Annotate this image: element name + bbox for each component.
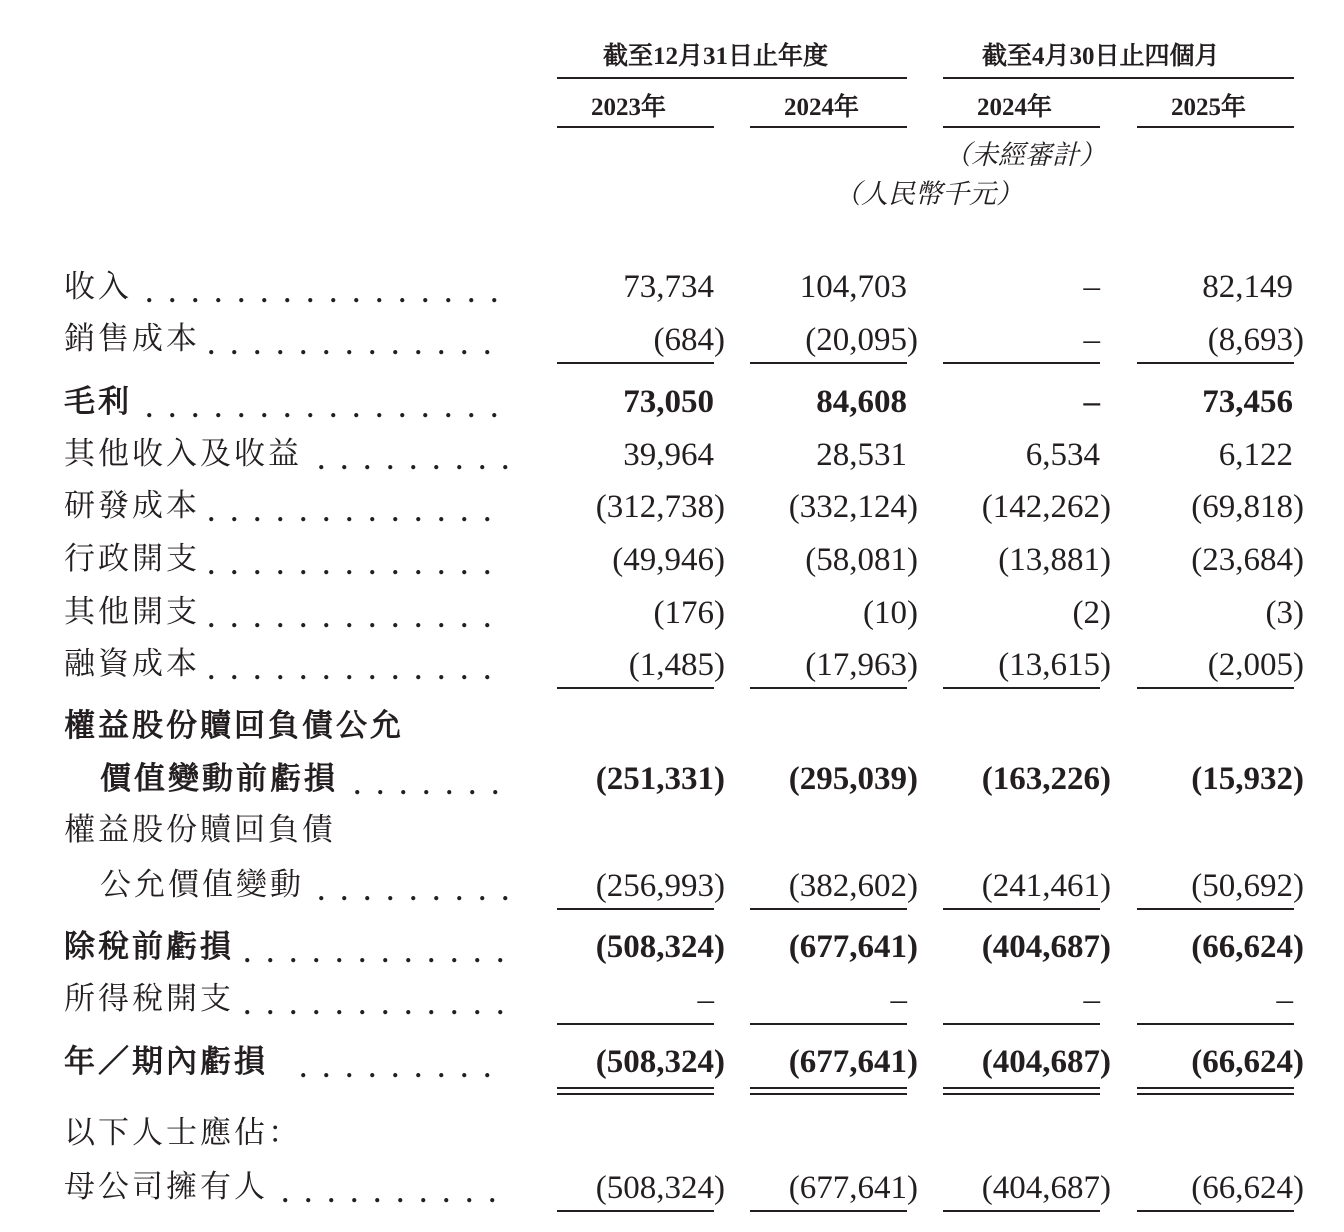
double-rule: [943, 1087, 1100, 1089]
row-label-loss-for-period: 年／期內虧損: [64, 1044, 268, 1079]
header-group-year-rule: [557, 77, 907, 79]
cell-loss-before-fv-change-2024: (295,039): [788, 761, 918, 797]
cell-loss-for-period-2024: (677,641): [788, 1044, 918, 1080]
cell-other-income-2025-interim: 6,122: [1218, 437, 1293, 473]
subtotal-rule: [557, 687, 714, 689]
header-rule: [943, 126, 1100, 128]
header-group-four-months: 截至4月30日止四個月: [982, 43, 1220, 70]
cell-other-expenses-2024: (10): [863, 595, 918, 631]
cell-revenue-2023: 73,734: [623, 269, 714, 305]
leader-dots: . . . . . . . . . . . .: [244, 939, 509, 968]
double-rule: [1137, 1093, 1294, 1095]
cell-cost-of-sales-2024: (20,095): [805, 322, 918, 358]
subtotal-rule: [557, 362, 714, 364]
cell-loss-before-tax-2024: (677,641): [788, 929, 918, 965]
row-label-other-expenses: 其他開支: [64, 594, 200, 629]
subtotal-rule: [750, 1023, 907, 1025]
row-label-revenue: 收入: [64, 269, 132, 304]
subtotal-rule: [1137, 687, 1294, 689]
cell-cost-of-sales-2023: (684): [653, 322, 725, 358]
cell-finance-costs-2024: (17,963): [805, 647, 918, 683]
cell-owners-of-parent-2024: (677,641): [788, 1170, 918, 1206]
header-year-2025-interim: 2025年: [1171, 94, 1247, 121]
cell-revenue-2024-interim: –: [1083, 269, 1100, 305]
cell-cost-of-sales-2025-interim: (8,693): [1207, 322, 1304, 358]
subtotal-rule: [1137, 1023, 1294, 1025]
cell-rd-costs-2024-interim: (142,262): [981, 489, 1111, 525]
subtotal-rule: [943, 1023, 1100, 1025]
cell-income-tax-2023: –: [697, 982, 714, 1018]
cell-other-income-2024-interim: 6,534: [1025, 437, 1100, 473]
double-rule: [943, 1093, 1100, 1095]
cell-income-tax-2025-interim: –: [1276, 982, 1293, 1018]
cell-loss-before-fv-change-2024-interim: (163,226): [981, 761, 1111, 797]
cell-gross-profit-2024-interim: –: [1083, 384, 1100, 420]
subtotal-rule: [943, 362, 1100, 364]
double-rule: [1137, 1087, 1294, 1089]
header-year-2024-interim: 2024年: [977, 94, 1053, 121]
row-label-loss-before-tax: 除稅前虧損: [64, 929, 234, 964]
cell-owners-of-parent-2024-interim: (404,687): [981, 1170, 1111, 1206]
row-label-gross-profit: 毛利: [64, 384, 132, 419]
currency-note: （人民幣千元）: [834, 179, 1023, 209]
row-label-admin-expenses: 行政開支: [64, 541, 200, 576]
cell-fv-change-2025-interim: (50,692): [1191, 868, 1304, 904]
cell-finance-costs-2024-interim: (13,615): [998, 647, 1111, 683]
cell-owners-of-parent-2025-interim: (66,624): [1191, 1170, 1304, 1206]
double-rule: [750, 1087, 907, 1089]
subtotal-rule: [943, 1210, 1100, 1212]
row-label-loss-before-fv-change: 權益股份贖回負債公允: [64, 708, 404, 743]
leader-dots: . . . . . . . . . . . . .: [208, 656, 496, 685]
cell-admin-expenses-2024: (58,081): [805, 542, 918, 578]
cell-rd-costs-2025-interim: (69,818): [1191, 489, 1304, 525]
cell-gross-profit-2024: 84,608: [816, 384, 907, 420]
cell-other-expenses-2025-interim: (3): [1265, 595, 1304, 631]
cell-other-expenses-2023: (176): [653, 595, 725, 631]
cell-admin-expenses-2024-interim: (13,881): [998, 542, 1111, 578]
cell-rd-costs-2024: (332,124): [788, 489, 918, 525]
cell-loss-for-period-2025-interim: (66,624): [1191, 1044, 1304, 1080]
leader-dots: . . . . . . . . . . . . .: [208, 498, 496, 527]
cell-gross-profit-2025-interim: 73,456: [1202, 384, 1293, 420]
subtotal-rule: [557, 1023, 714, 1025]
row-label-cost-of-sales: 銷售成本: [64, 321, 200, 356]
cell-fv-change-2024-interim: (241,461): [981, 868, 1111, 904]
cell-fv-change-2023: (256,993): [595, 868, 725, 904]
header-rule: [1137, 126, 1294, 128]
row-label-finance-costs: 融資成本: [64, 646, 200, 681]
leader-dots: . . . . . . . . . . . . .: [208, 604, 496, 633]
leader-dots: . . . . . . . . .: [318, 877, 514, 906]
subtotal-rule: [750, 1210, 907, 1212]
cell-admin-expenses-2025-interim: (23,684): [1191, 542, 1304, 578]
cell-income-tax-2024: –: [890, 982, 907, 1018]
cell-owners-of-parent-2023: (508,324): [595, 1170, 725, 1206]
header-rule: [750, 126, 907, 128]
cell-finance-costs-2025-interim: (2,005): [1207, 647, 1304, 683]
cell-revenue-2025-interim: 82,149: [1202, 269, 1293, 305]
cell-loss-before-tax-2023: (508,324): [595, 929, 725, 965]
cell-loss-before-tax-2024-interim: (404,687): [981, 929, 1111, 965]
header-year-2024: 2024年: [784, 94, 860, 121]
subtotal-rule: [557, 908, 714, 910]
cell-loss-before-fv-change-2025-interim: (15,932): [1191, 761, 1304, 797]
cell-admin-expenses-2023: (49,946): [612, 542, 725, 578]
leader-dots: . . . . . . .: [354, 771, 504, 800]
leader-dots: . . . . . . . . .: [300, 1054, 496, 1083]
double-rule: [750, 1093, 907, 1095]
row-label-rd-costs: 研發成本: [64, 488, 200, 523]
cell-other-income-2023: 39,964: [623, 437, 714, 473]
subtotal-rule: [750, 908, 907, 910]
cell-loss-for-period-2024-interim: (404,687): [981, 1044, 1111, 1080]
leader-dots: . . . . . . . . . . . . . . . .: [146, 394, 503, 423]
header-group-four-months-rule: [943, 77, 1294, 79]
cell-loss-before-fv-change-2023: (251,331): [595, 761, 725, 797]
subtotal-rule: [943, 908, 1100, 910]
double-rule: [557, 1093, 714, 1095]
subtotal-rule: [557, 1210, 714, 1212]
leader-dots: . . . . . . . . .: [318, 446, 514, 475]
cell-income-tax-2024-interim: –: [1083, 982, 1100, 1018]
header-rule: [557, 126, 714, 128]
subtotal-rule: [1137, 908, 1294, 910]
cell-revenue-2024: 104,703: [799, 269, 907, 305]
row-label-fv-change: 權益股份贖回負債: [64, 812, 336, 847]
cell-other-expenses-2024-interim: (2): [1072, 595, 1111, 631]
header-group-year: 截至12月31日止年度: [603, 43, 829, 70]
subtotal-rule: [1137, 362, 1294, 364]
subtotal-rule: [1137, 1210, 1294, 1212]
cell-fv-change-2024: (382,602): [788, 868, 918, 904]
row-label-attributable-to: 以下人士應佔：: [64, 1115, 302, 1150]
leader-dots: . . . . . . . . . .: [282, 1179, 501, 1208]
cell-rd-costs-2023: (312,738): [595, 489, 725, 525]
row-label-fv-change-cont: 公允價值變動: [100, 867, 304, 902]
subtotal-rule: [943, 687, 1100, 689]
unaudited-note: （未經審計）: [944, 140, 1106, 170]
row-label-other-income: 其他收入及收益: [64, 436, 302, 471]
row-label-income-tax: 所得稅開支: [64, 981, 234, 1016]
row-label-loss-before-fv-change-cont: 價值變動前虧損: [100, 761, 338, 796]
subtotal-rule: [750, 687, 907, 689]
leader-dots: . . . . . . . . . . . .: [244, 991, 509, 1020]
leader-dots: . . . . . . . . . . . . .: [208, 331, 496, 360]
double-rule: [557, 1087, 714, 1089]
cell-finance-costs-2023: (1,485): [628, 647, 725, 683]
row-label-owners-of-parent: 母公司擁有人: [64, 1169, 268, 1204]
cell-other-income-2024: 28,531: [816, 437, 907, 473]
leader-dots: . . . . . . . . . . . . .: [208, 551, 496, 580]
leader-dots: . . . . . . . . . . . . . . . .: [146, 279, 503, 308]
cell-gross-profit-2023: 73,050: [623, 384, 714, 420]
header-year-2023: 2023年: [591, 94, 667, 121]
cell-cost-of-sales-2024-interim: –: [1083, 322, 1100, 358]
subtotal-rule: [750, 362, 907, 364]
cell-loss-for-period-2023: (508,324): [595, 1044, 725, 1080]
cell-loss-before-tax-2025-interim: (66,624): [1191, 929, 1304, 965]
